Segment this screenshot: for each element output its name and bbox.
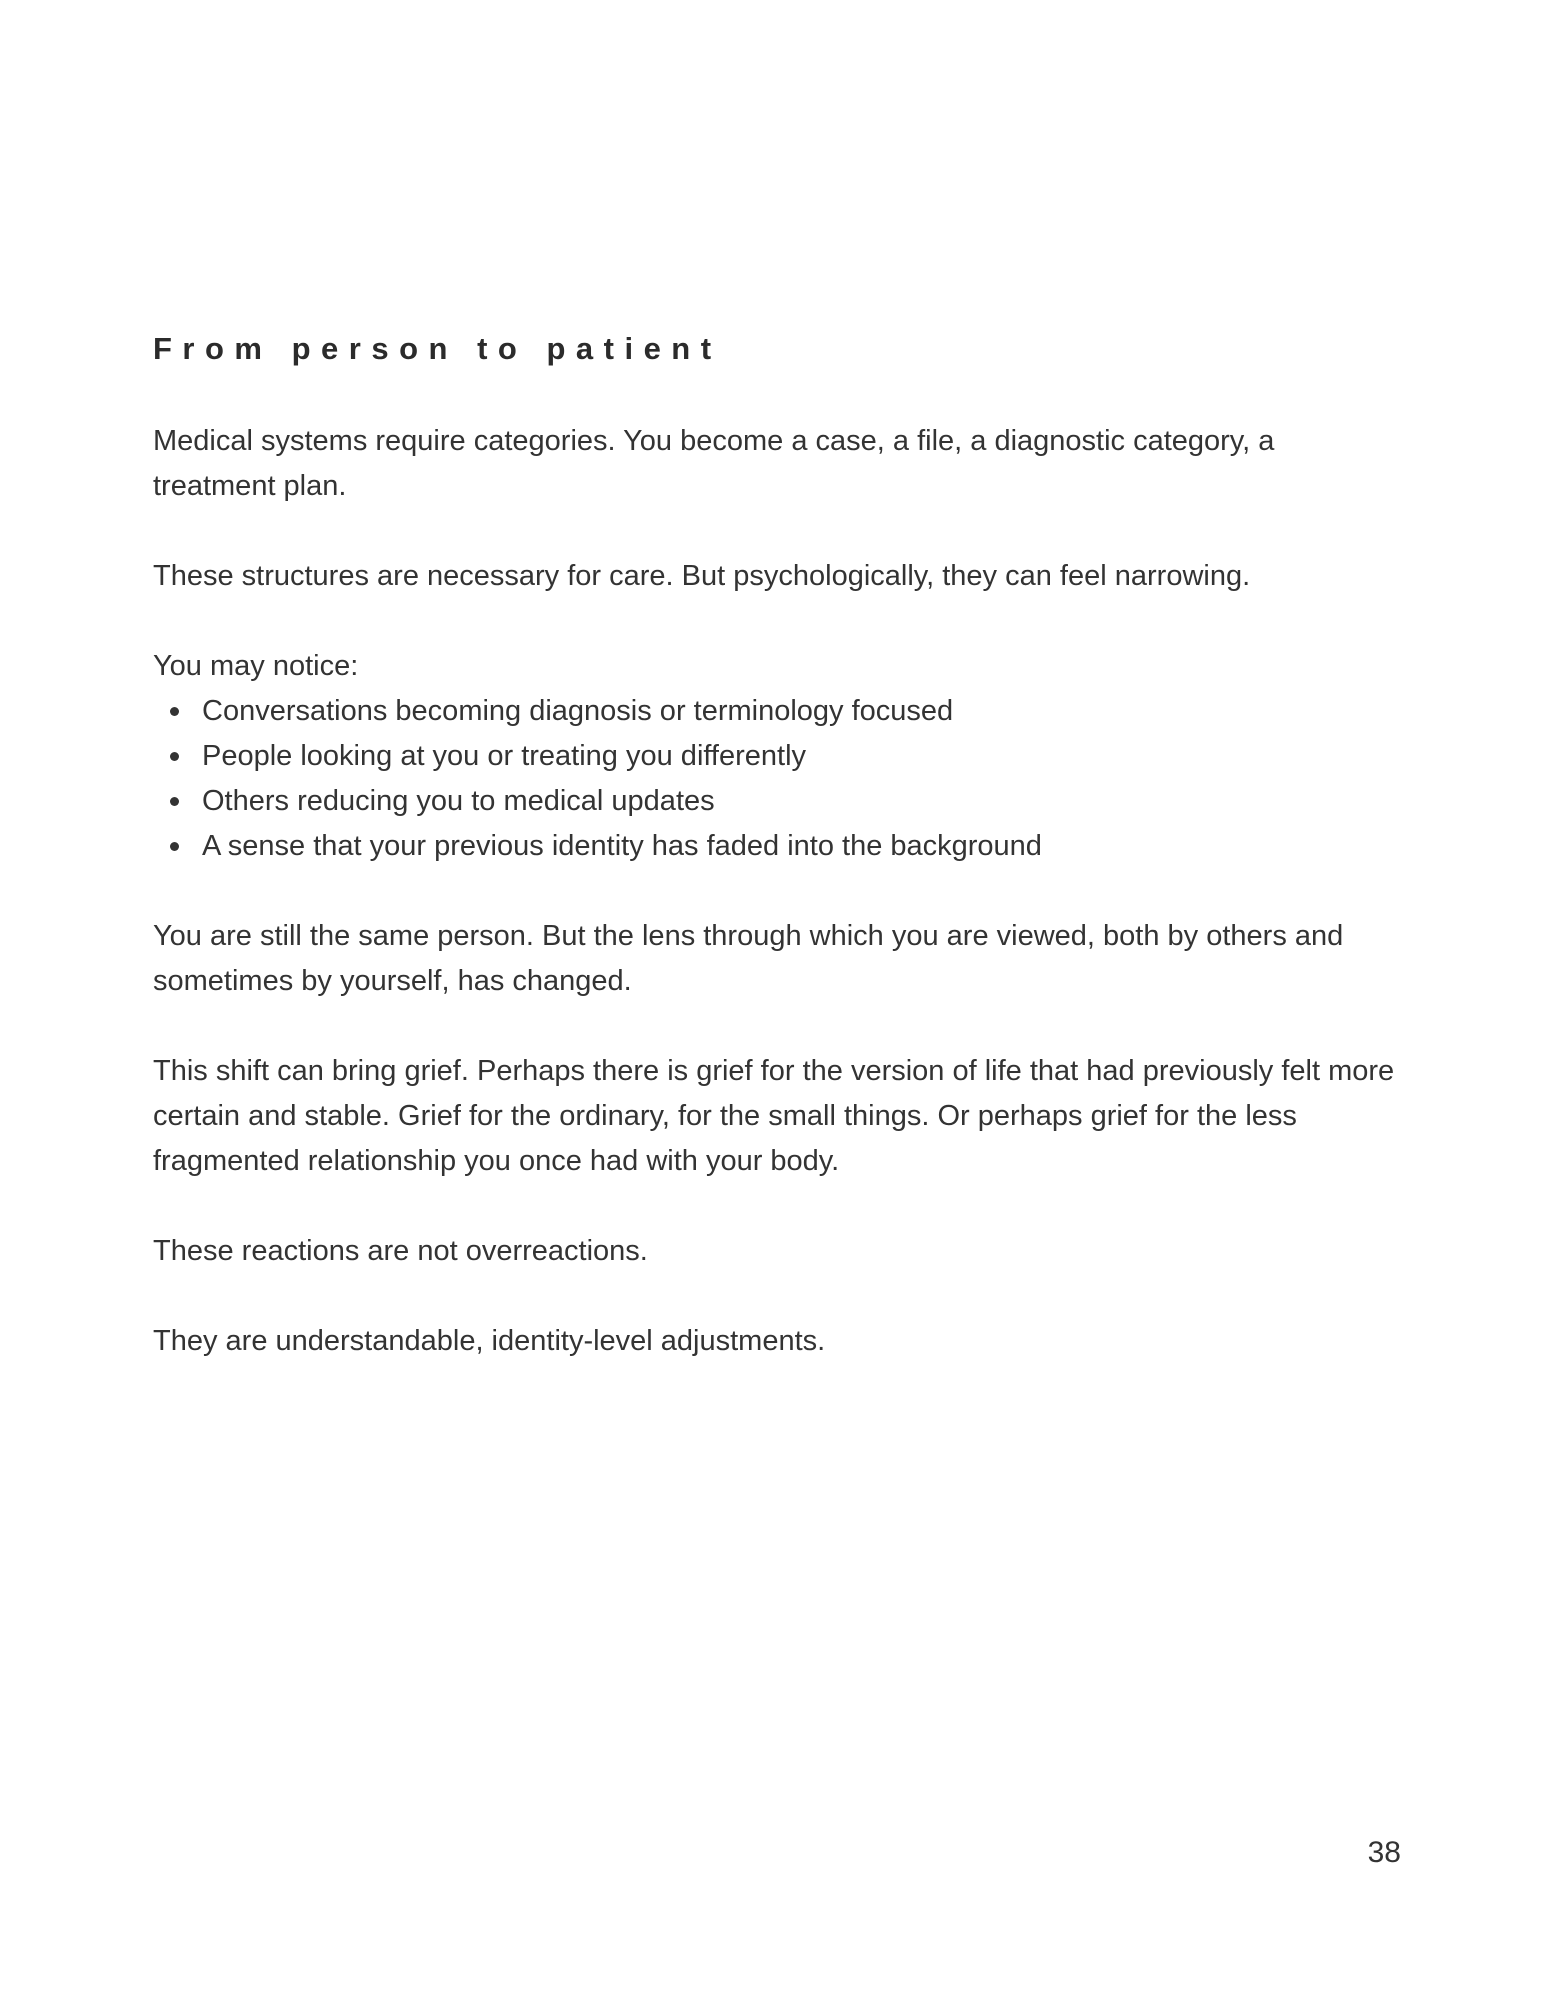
list-item: [153, 779, 1403, 824]
bullet-dot-icon: [170, 797, 179, 806]
list-item: [153, 824, 1403, 869]
paragraph-structures: These structures are necessary for care. But psychologically, they can feel narrowing.: [153, 560, 1251, 592]
list-item-text: Conversations becoming diagnosis or terminology focused: [202, 695, 954, 727]
paragraph-grief: This shift can bring grief. Perhaps there is grief for the version of life that had previously felt more certain and stable. Grief for the ordinary, for the small things. Or perhaps grief for the less fragmented relationship you once had with your body.: [153, 1055, 1395, 1177]
body-content: [153, 419, 1403, 1409]
list-item-text: A sense that your previous identity has faded into the background: [202, 830, 1042, 862]
paragraph-categories: Medical systems require categories. You become a case, a file, a diagnostic category, a treatment plan.: [153, 425, 1275, 502]
section-heading: From person to patient: [153, 331, 722, 366]
list-item: [153, 689, 1403, 734]
paragraph-adjustments: They are understandable, identity-level adjustments.: [153, 1325, 826, 1357]
list-item-text: Others reducing you to medical updates: [202, 785, 715, 817]
paragraph-same-person: You are still the same person. But the lens through which you are viewed, both by others and sometimes by yourself, has changed.: [153, 920, 1344, 997]
bullet-dot-icon: [170, 752, 179, 761]
paragraph-reactions: These reactions are not overreactions.: [153, 1235, 648, 1267]
page-number: 38: [1367, 1836, 1401, 1869]
list-item: [153, 734, 1403, 779]
bullet-dot-icon: [170, 842, 179, 851]
bullet-dot-icon: [170, 707, 179, 716]
paragraph-notice-intro: You may notice:: [153, 650, 359, 682]
notice-list: [153, 689, 1403, 869]
list-item-text: People looking at you or treating you differently: [202, 740, 807, 772]
